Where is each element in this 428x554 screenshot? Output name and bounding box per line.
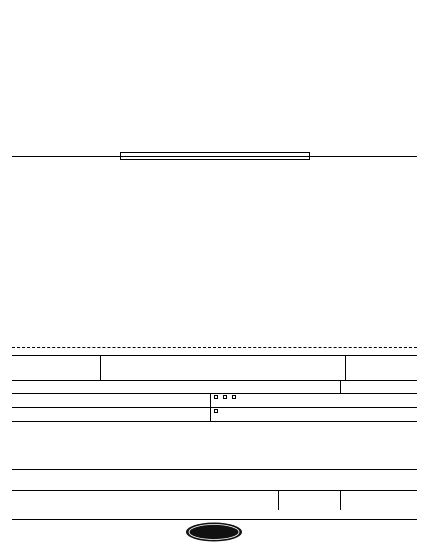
instructions-column-3 (282, 6, 417, 246)
single-checkbox[interactable] (214, 395, 218, 399)
first-name-field[interactable] (12, 380, 210, 393)
name-differs-checkbox[interactable] (214, 409, 218, 413)
divider (340, 490, 341, 510)
ssn-field[interactable] (340, 380, 417, 393)
team-logo (185, 522, 243, 542)
divider (12, 355, 417, 356)
married-checkbox[interactable] (223, 395, 227, 399)
last-name-field[interactable] (210, 380, 340, 393)
divider (345, 356, 346, 380)
city-state-zip-field[interactable] (12, 407, 210, 421)
divider (12, 490, 417, 491)
divider (12, 469, 417, 470)
instructions-column-1 (13, 32, 126, 232)
married-higher-checkbox[interactable] (232, 395, 236, 399)
signature-field[interactable] (13, 482, 313, 489)
filing-status-field (210, 393, 417, 407)
divider (12, 421, 417, 422)
home-address-field[interactable] (12, 393, 210, 407)
field-sublabel (212, 409, 416, 414)
divider (12, 519, 417, 520)
divider (278, 490, 279, 510)
cut-line (12, 347, 417, 348)
divider (100, 356, 101, 380)
worksheet-title (120, 152, 310, 160)
instructions-column-2 (130, 6, 275, 246)
name-differs-field (210, 407, 417, 421)
